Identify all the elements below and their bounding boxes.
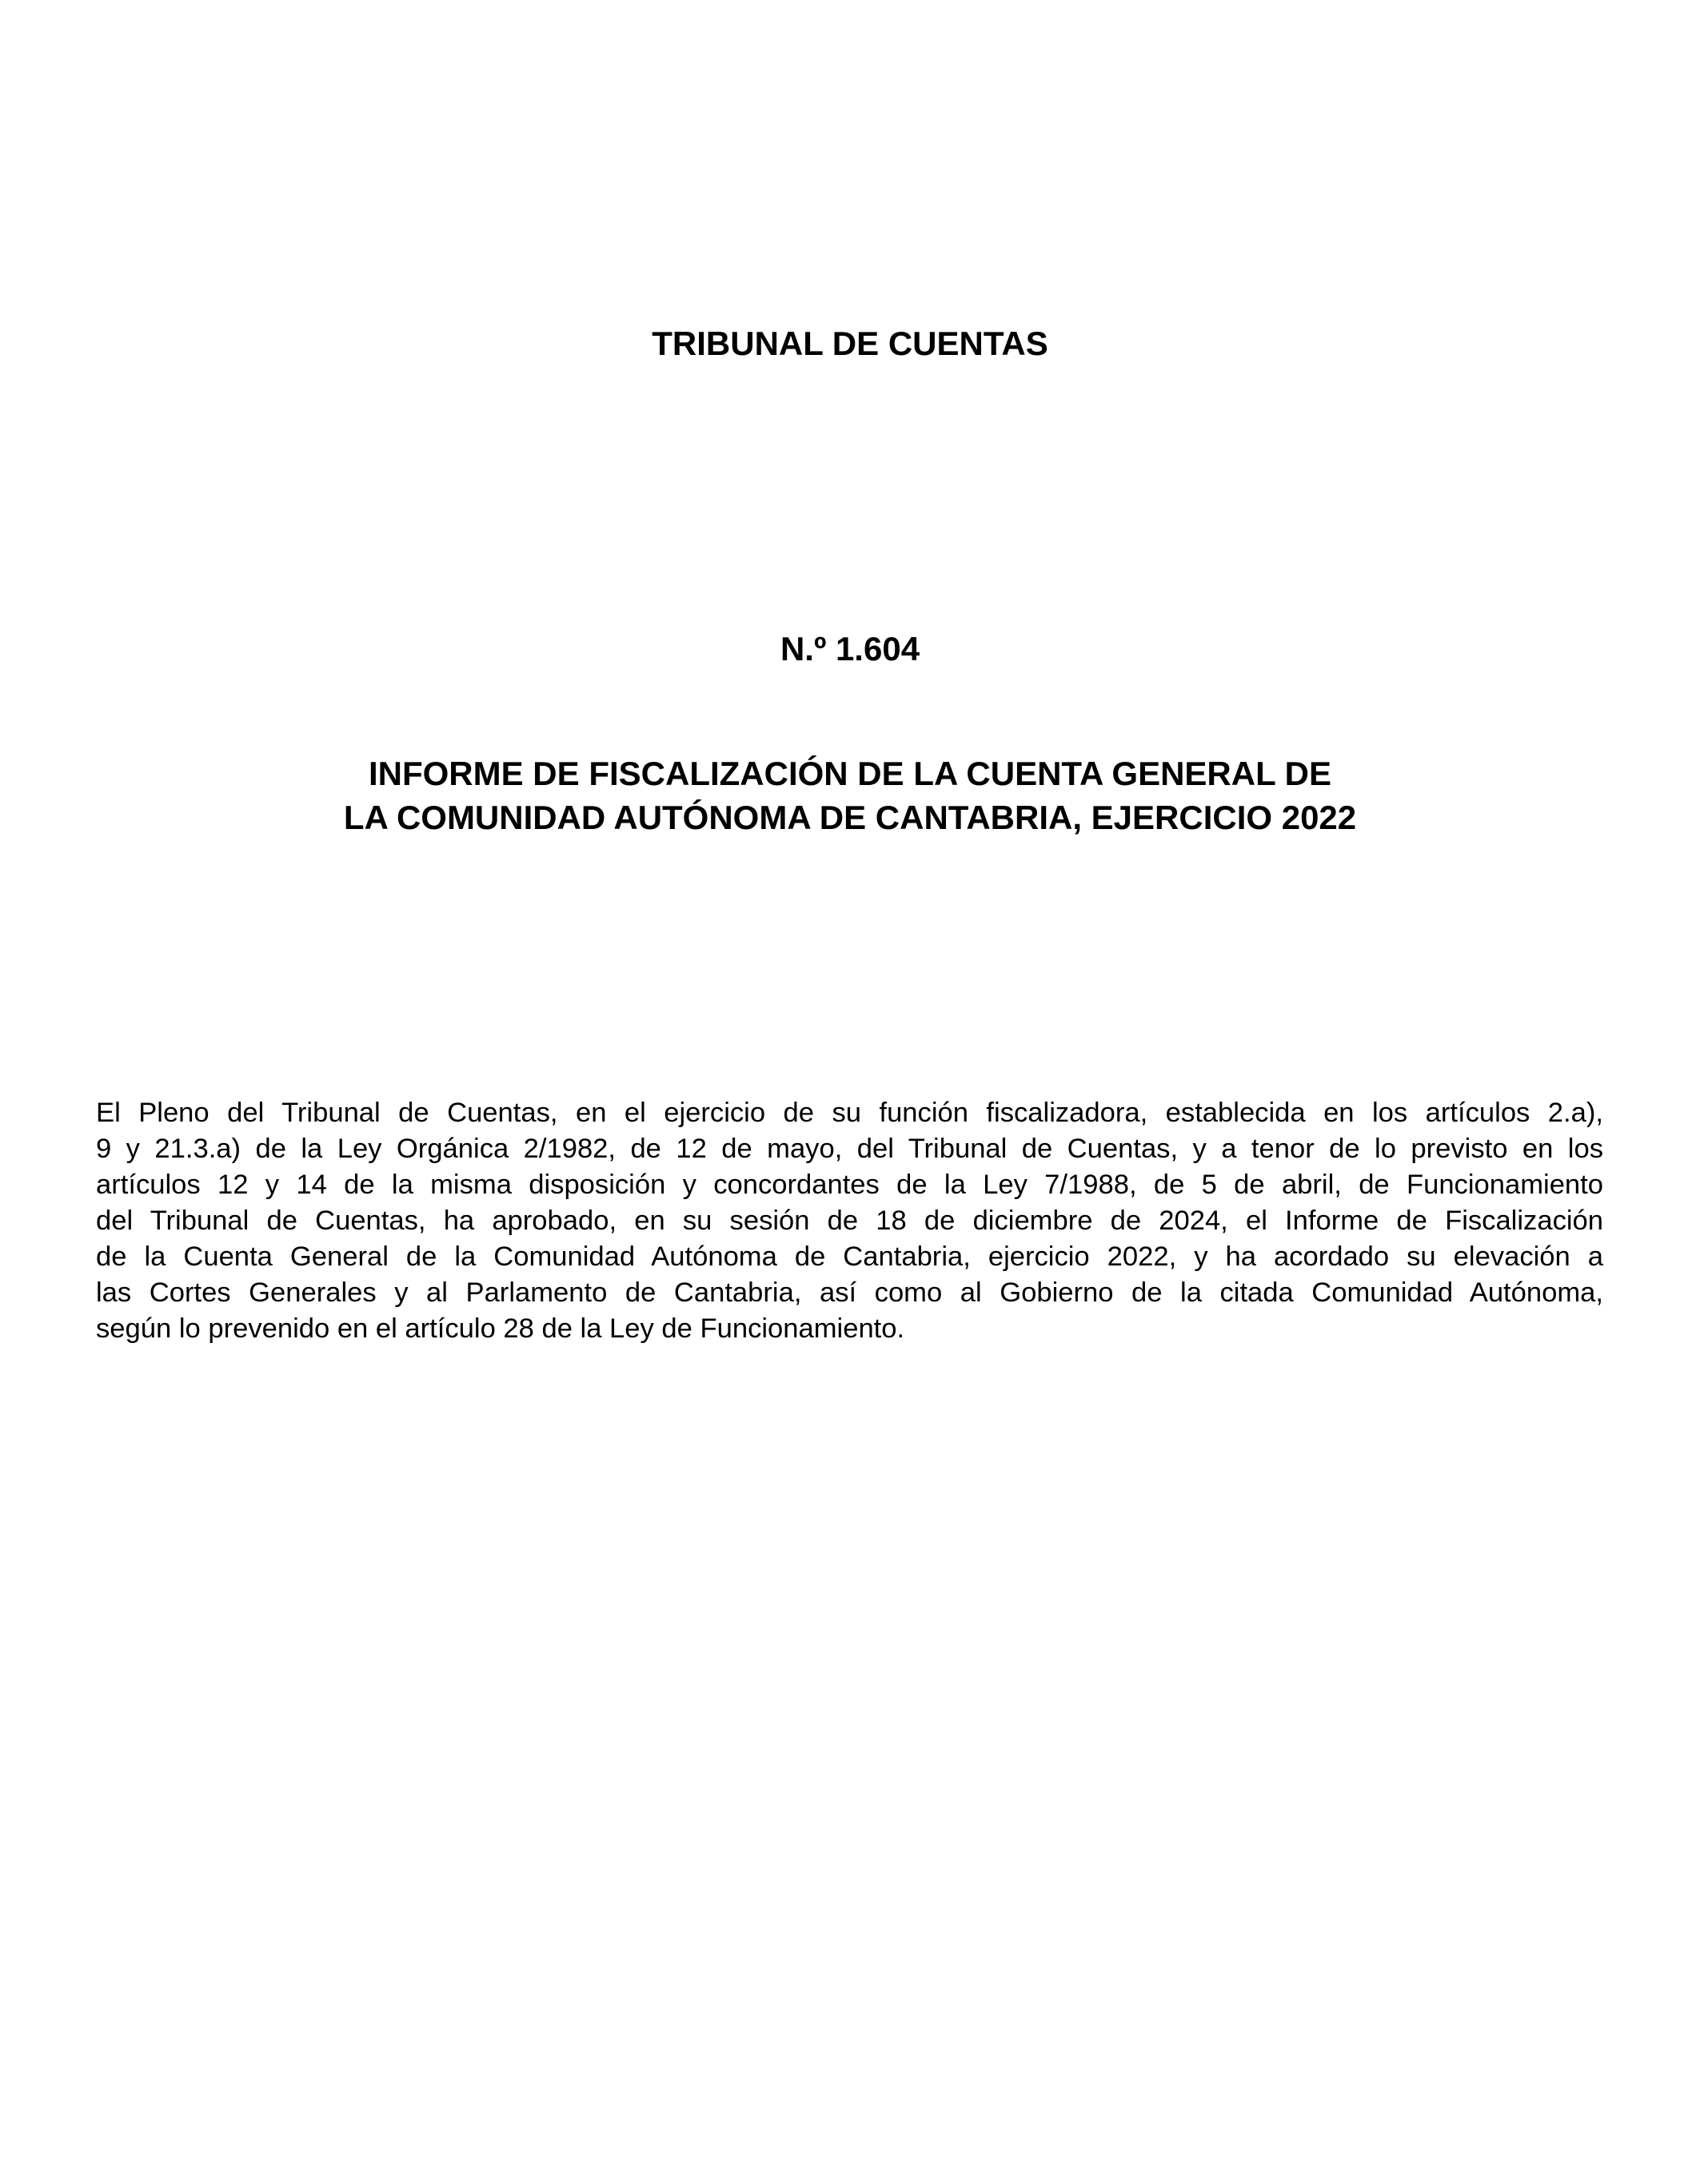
paragraph-line: 9 y 21.3.a) de la Ley Orgánica 2/1982, de 12 de mayo, del Tribunal de Cuentas, y a tenor de lo previsto en los <box>96 1134 1603 1164</box>
report-title <box>0 751 1700 839</box>
paragraph-line: del Tribunal de Cuentas, ha aprobado, en su sesión de 18 de diciembre de 2024, el Informe de Fiscalización <box>96 1206 1603 1236</box>
paragraph-line: El Pleno del Tribunal de Cuentas, en el ejercicio de su función fiscalizadora, establecida en los artículos 2.a), <box>96 1098 1603 1128</box>
institution-heading: TRIBUNAL DE CUENTAS <box>652 325 1048 362</box>
report-title-line: LA COMUNIDAD AUTÓNOMA DE CANTABRIA, EJERCICIO 2022 <box>343 799 1357 836</box>
report-title-line: INFORME DE FISCALIZACIÓN DE LA CUENTA GENERAL DE <box>368 755 1331 792</box>
paragraph-line: según lo prevenido en el artículo 28 de la Ley de Funcionamiento. <box>96 1313 905 1344</box>
paragraph-line: de la Cuenta General de la Comunidad Autónoma de Cantabria, ejercicio 2022, y ha acordado su elevación a <box>96 1241 1603 1272</box>
paragraph-line: las Cortes Generales y al Parlamento de Cantabria, así como al Gobierno de la citada Comunidad Autónoma, <box>96 1277 1603 1308</box>
approval-paragraph <box>96 1095 1603 1347</box>
report-number: N.º 1.604 <box>780 630 920 668</box>
paragraph-line: artículos 12 y 14 de la misma disposición y concordantes de la Ley 7/1988, de 5 de abril, de Funcionamiento <box>96 1170 1603 1200</box>
